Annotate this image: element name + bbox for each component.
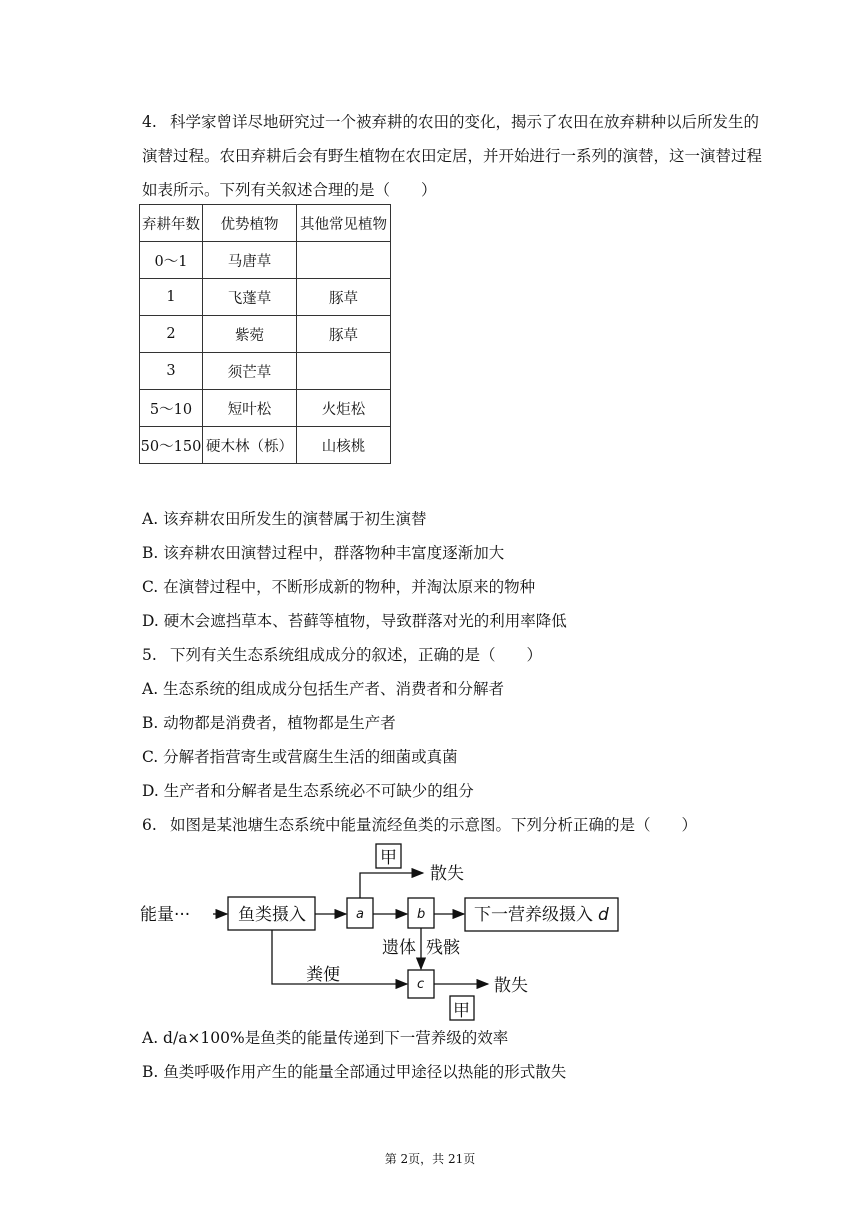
q6-stem: 6. 如图是某池塘生态系统中能量流经鱼类的示意图。下列分析正确的是（ ） [142,816,698,834]
table-cell: 50～150 [140,427,203,464]
table-cell: 豚草 [297,279,391,316]
table-row [140,427,391,464]
q5-option-c: C. 分解者指营寄生或营腐生生活的细菌或真菌 [142,748,458,766]
table-row [140,242,391,279]
q4-number: 4. [142,113,157,131]
next-level-label: 下一营养级摄入 [474,905,593,925]
c-label: c [417,977,425,992]
q5-stem: 5. 下列有关生态系统组成成分的叙述，正确的是（ ） [142,646,543,664]
jia-top-label: 甲 [380,848,397,868]
energy-flow-diagram [138,840,638,1021]
q4-option-a: A. 该弃耕农田所发生的演替属于初生演替 [142,510,427,528]
b-label: b [417,907,426,922]
q4-stem-line2: 演替过程。农田弃耕后会有野生植物在农田定居，并开始进行一系列的演替，这一演替过程 [142,147,763,165]
table-row [140,316,391,353]
table-cell: 3 [140,353,203,390]
page-footer: 第 2页，共 21页 [384,1152,476,1166]
q4-stem-line1: 4. 科学家曾详尽地研究过一个被弃耕的农田的变化，揭示了农田在放弃耕种以后所发生的 [142,113,760,131]
a-label: a [356,907,364,922]
fish-intake-label: 鱼类摄入 [238,905,306,925]
q4-option-d: D. 硬木会遮挡草本、苔藓等植物，导致群落对光的利用率降低 [142,612,567,630]
q6-option-b: B. 鱼类呼吸作用产生的能量全部通过甲途径以热能的形式散失 [142,1063,567,1081]
table-cell [297,353,391,390]
q5-option-a: A. 生态系统的组成成分包括生产者、消费者和分解者 [142,680,505,698]
table-cell: 紫菀 [203,316,297,353]
table-cell: 豚草 [297,316,391,353]
table-row [140,279,391,316]
table-cell: 山核桃 [297,427,391,464]
table-cell: 0～1 [140,242,203,279]
loss-bottom-label: 散失 [494,976,528,996]
q6-option-a: A. d/a×100%是鱼类的能量传递到下一营养级的效率 [142,1029,509,1047]
table-cell: 5～10 [140,390,203,427]
table-cell: 硬木林（栎） [203,427,297,464]
table-header-cell: 优势植物 [203,205,297,242]
q5-option-b: B. 动物都是消费者，植物都是生产者 [142,714,396,732]
q5-number: 5. [142,646,157,664]
debris-label: 残骸 [426,938,460,958]
feces-label: 粪便 [306,965,340,985]
a-to-loss-arrow [360,873,423,898]
q4-option-c: C. 在演替过程中，不断形成新的物种，并淘汰原来的物种 [142,578,536,596]
table-cell: 1 [140,279,203,316]
jia-bottom-label: 甲 [453,1001,470,1021]
table-cell [297,242,391,279]
d-label: d [598,905,609,925]
q4-option-b: B. 该弃耕农田演替过程中，群落物种丰富度逐渐加大 [142,544,505,562]
table-cell: 2 [140,316,203,353]
succession-table [139,204,391,464]
energy-label: 能量··· [140,905,191,925]
table-cell: 飞蓬草 [203,279,297,316]
table-cell: 短叶松 [203,390,297,427]
table-cell: 须芒草 [203,353,297,390]
table-row [140,390,391,427]
remains-label: 遗体 [382,938,416,958]
table-row [140,353,391,390]
table-cell: 马唐草 [203,242,297,279]
table-cell: 火炬松 [297,390,391,427]
loss-top-label: 散失 [430,864,464,884]
q6-number: 6. [142,816,157,834]
table-header-cell: 其他常见植物 [297,205,391,242]
table-header-cell: 弃耕年数 [140,205,203,242]
q4-stem-line3: 如表所示。下列有关叙述合理的是（ ） [142,181,437,199]
table-header-row [140,205,391,242]
q5-option-d: D. 生产者和分解者是生态系统必不可缺少的组分 [142,782,474,800]
